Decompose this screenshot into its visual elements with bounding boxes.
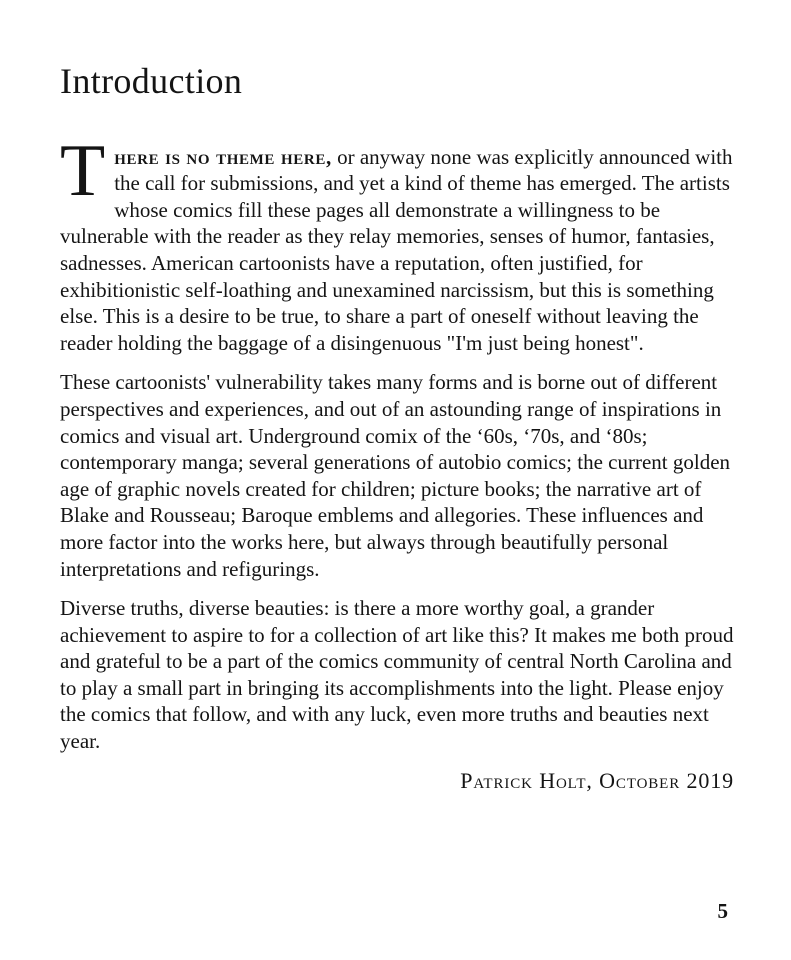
- page-title: Introduction: [60, 61, 243, 101]
- paragraph-text: or anyway none was explicitly announced with the call for submissions, and yet a kind of theme has emerged. The artists whose comics fill these pages all demonstrate a willingness to be vulnerable with the reader as they relay memories, senses of humor, fantasies, sadnesses. American cartoonists have a reputation, often justified, for exhibitionistic self-loathing and unexamined narcissism, but this is something else. This is a desire to be true, to share a part of oneself without leaving the reader holding the baggage of a disingenuous "I'm just being honest".: [60, 144, 733, 355]
- intro-paragraph-2: These cartoonists' vulnerability takes many forms and is borne out of different perspectives and experiences, and out of an astounding range of inspirations in comics and visual art. Underground comix of the ‘60s, ‘70s, and ‘80s; contemporary manga; several generations of autobio comics; the current golden age of graphic novels created for children; picture books; the narrative art of Blake and Rousseau; Baroque emblems and allegories. These influences and more factor into the works here, but always through beautifully personal interpretations and refigurings.: [60, 370, 731, 581]
- small-caps-lead-in: here is no theme here,: [114, 144, 332, 169]
- intro-paragraph-1: [60, 129, 734, 357]
- drop-cap: T: [60, 129, 106, 212]
- page-content: [60, 62, 734, 794]
- page-number: 5: [717, 899, 728, 923]
- intro-paragraph-3: Diverse truths, diverse beauties: is there a more worthy goal, a grander achievement to aspire to for a collection of art like this? It makes me both proud and grateful to be a part of the comics community of central North Carolina and to play a small part in bringing its accomplishments into the light. Please enjoy the comics that follow, and with any luck, even more truths and beauties next year.: [60, 596, 734, 754]
- signature: Patrick Holt, October 2019: [460, 767, 734, 793]
